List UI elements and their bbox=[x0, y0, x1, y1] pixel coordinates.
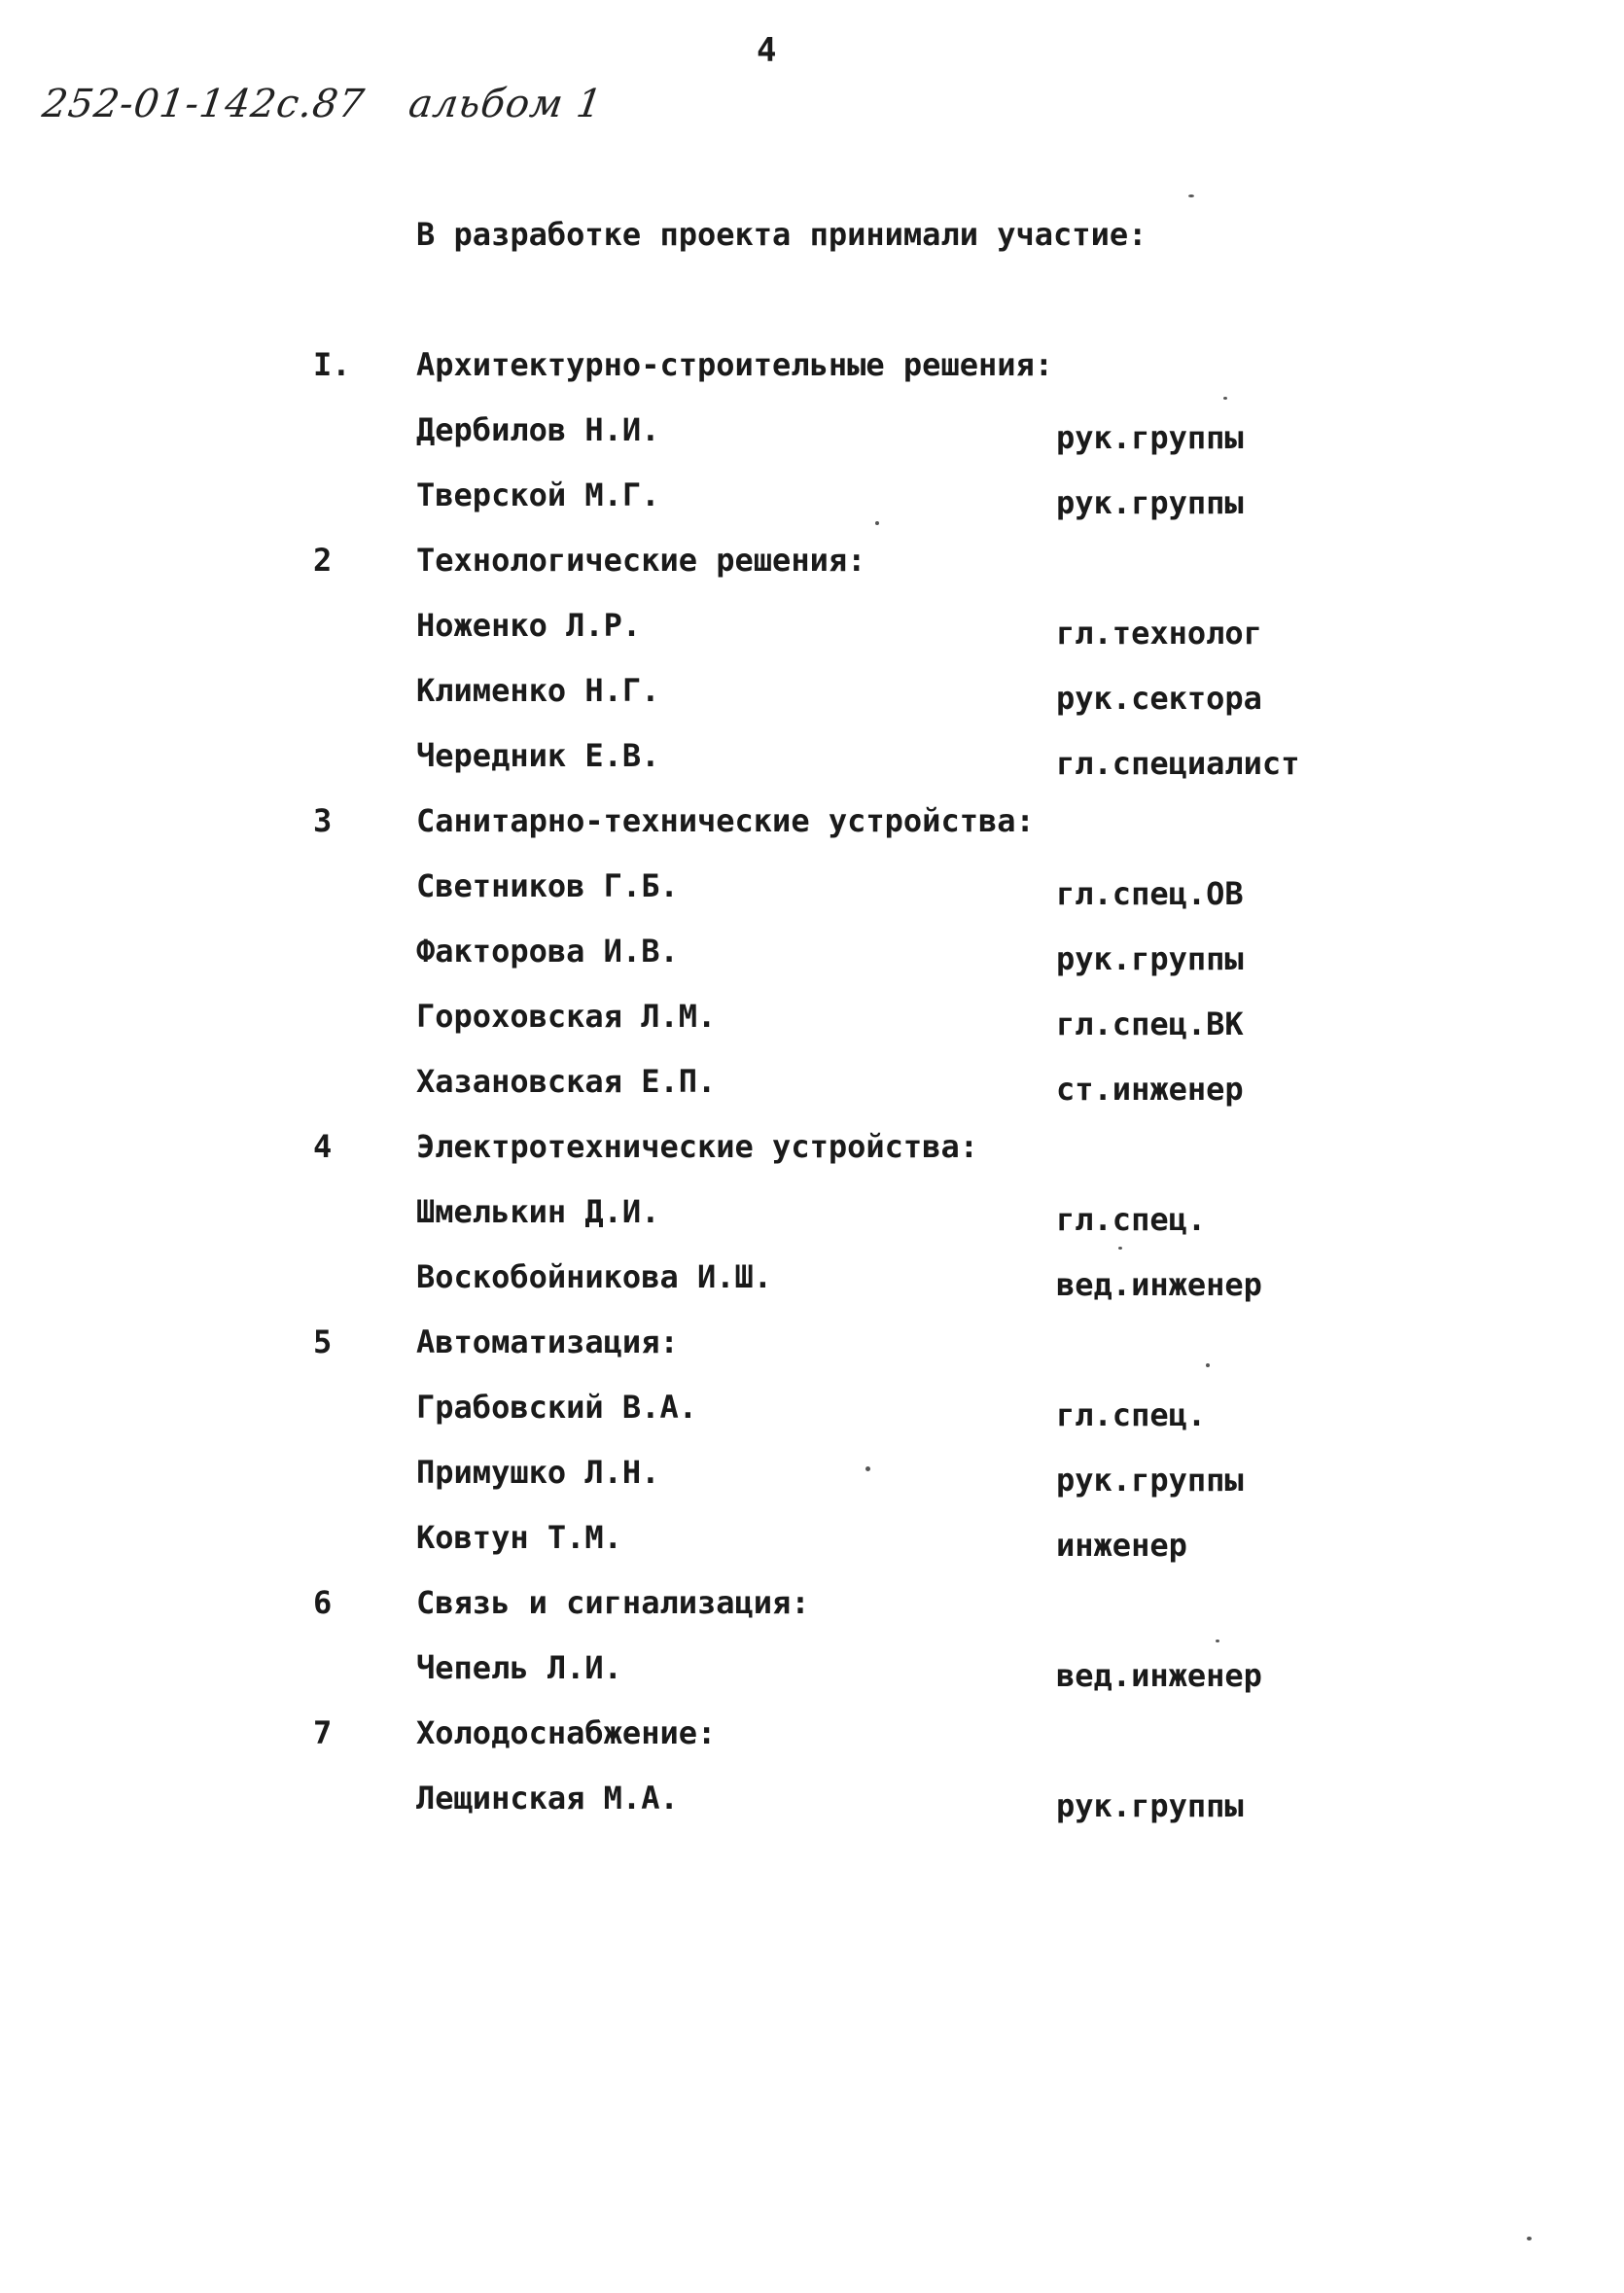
participant-role: рук.сектора bbox=[1056, 680, 1262, 717]
section-title: Холодоснабжение: bbox=[416, 1714, 717, 1751]
participant-row bbox=[0, 1059, 1624, 1124]
participant-row bbox=[0, 1515, 1624, 1580]
section-number: 2 bbox=[313, 542, 333, 579]
section-title: Электротехнические устройства: bbox=[416, 1128, 978, 1165]
section-heading bbox=[0, 538, 1624, 603]
participant-row bbox=[0, 929, 1624, 994]
participant-name: Грабовский В.А. bbox=[416, 1389, 697, 1426]
participant-row bbox=[0, 1450, 1624, 1515]
section-title: Архитектурно-строительные решения: bbox=[416, 346, 1054, 383]
participant-role: рук.группы bbox=[1056, 1462, 1244, 1499]
participant-name: Тверской М.Г. bbox=[416, 476, 660, 513]
handwritten-reference bbox=[40, 82, 606, 126]
participant-name: Клименко Н.Г. bbox=[416, 672, 660, 709]
participant-role: рук.группы bbox=[1056, 484, 1244, 521]
scan-speck bbox=[1216, 1640, 1219, 1642]
reference-album: альбом 1 bbox=[406, 82, 606, 126]
participant-row bbox=[0, 1189, 1624, 1254]
scan-speck bbox=[1223, 397, 1227, 400]
participant-role: гл.спец. bbox=[1056, 1201, 1207, 1238]
participant-role: гл.специалист bbox=[1056, 745, 1300, 782]
participant-name: Светников Г.Б. bbox=[416, 867, 679, 904]
participant-role: гл.технолог bbox=[1056, 615, 1262, 652]
participant-role: рук.группы bbox=[1056, 1787, 1244, 1824]
section-number: 4 bbox=[313, 1128, 333, 1165]
participant-role: гл.спец. bbox=[1056, 1396, 1207, 1433]
participant-name: Гороховская Л.М. bbox=[416, 998, 717, 1035]
participant-row bbox=[0, 733, 1624, 798]
section-title: Санитарно-технические устройства: bbox=[416, 802, 1035, 839]
scan-speck bbox=[865, 1466, 870, 1471]
document-heading: В разработке проекта принимали участие: bbox=[416, 216, 1147, 253]
participant-role: инженер bbox=[1056, 1527, 1187, 1564]
participant-role: гл.спец.ВК bbox=[1056, 1005, 1244, 1042]
section-number: I. bbox=[313, 346, 351, 383]
participant-row bbox=[0, 603, 1624, 668]
participant-name: Ковтун Т.М. bbox=[416, 1519, 622, 1556]
participant-role: гл.спец.ОВ bbox=[1056, 875, 1244, 912]
scan-speck bbox=[1188, 194, 1194, 197]
section-number: 5 bbox=[313, 1323, 333, 1360]
reference-code: 252-01-142с.87 bbox=[39, 82, 368, 126]
participant-name: Факторова И.В. bbox=[416, 933, 679, 970]
section-heading bbox=[0, 1580, 1624, 1645]
section-heading bbox=[0, 1711, 1624, 1776]
participant-name: Примушко Л.Н. bbox=[416, 1454, 660, 1491]
scan-speck bbox=[1527, 2237, 1532, 2240]
page-number: 4 bbox=[757, 31, 777, 70]
participant-role: вед.инженер bbox=[1056, 1266, 1262, 1303]
participant-row bbox=[0, 407, 1624, 473]
section-number: 7 bbox=[313, 1714, 333, 1751]
participant-name: Хазановская Е.П. bbox=[416, 1063, 717, 1100]
sections-list bbox=[0, 342, 1624, 1841]
participant-name: Шмелькин Д.И. bbox=[416, 1193, 660, 1230]
participant-name: Воскобойникова И.Ш. bbox=[416, 1258, 773, 1295]
section-number: 6 bbox=[313, 1584, 333, 1621]
participant-row bbox=[0, 1385, 1624, 1450]
participant-role: ст.инженер bbox=[1056, 1071, 1244, 1108]
participant-role: рук.группы bbox=[1056, 419, 1244, 456]
scan-speck bbox=[875, 521, 879, 525]
participant-row bbox=[0, 1645, 1624, 1711]
participant-row bbox=[0, 1254, 1624, 1320]
participant-role: вед.инженер bbox=[1056, 1657, 1262, 1694]
scan-speck bbox=[1206, 1363, 1210, 1367]
participant-role: рук.группы bbox=[1056, 940, 1244, 977]
section-title: Технологические решения: bbox=[416, 542, 866, 579]
section-number: 3 bbox=[313, 802, 333, 839]
participant-row bbox=[0, 1776, 1624, 1841]
section-title: Связь и сигнализация: bbox=[416, 1584, 810, 1621]
section-heading bbox=[0, 342, 1624, 407]
section-heading bbox=[0, 1124, 1624, 1189]
participant-row bbox=[0, 668, 1624, 733]
section-heading bbox=[0, 798, 1624, 864]
section-heading bbox=[0, 1320, 1624, 1385]
participant-name: Лещинская М.А. bbox=[416, 1780, 679, 1817]
section-title: Автоматизация: bbox=[416, 1323, 679, 1360]
participant-name: Чепель Л.И. bbox=[416, 1649, 622, 1686]
participant-row bbox=[0, 473, 1624, 538]
participant-row bbox=[0, 994, 1624, 1059]
participant-name: Дербилов Н.И. bbox=[416, 411, 660, 448]
participant-row bbox=[0, 864, 1624, 929]
participant-name: Чередник Е.В. bbox=[416, 737, 660, 774]
participant-name: Ноженко Л.Р. bbox=[416, 607, 642, 644]
scan-speck bbox=[1118, 1247, 1122, 1250]
